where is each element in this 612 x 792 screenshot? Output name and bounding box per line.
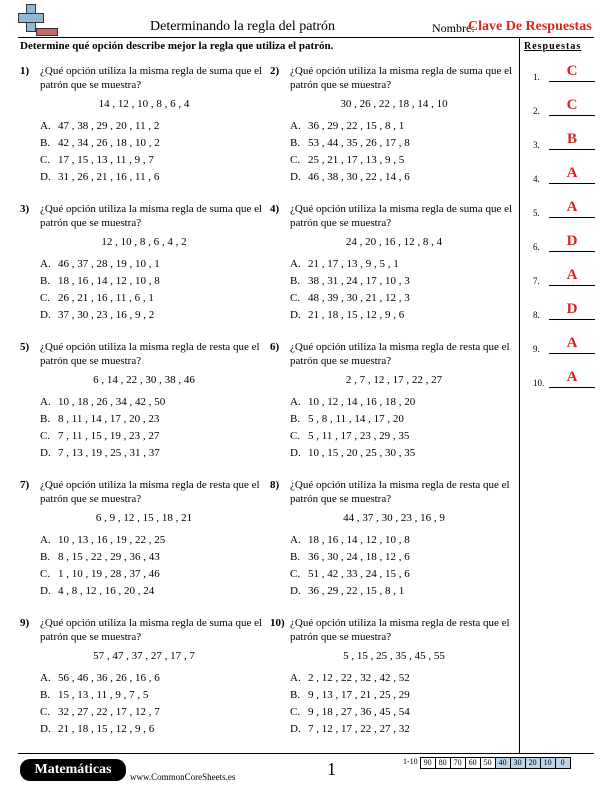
problem-question: ¿Qué opción utiliza la misma regla de suma que el patrón que se muestra? [290, 203, 513, 229]
option-item[interactable] [290, 533, 410, 550]
option-text: 18 , 16 , 14 , 12 , 10 , 8 [58, 275, 160, 287]
problem-number: 10) [270, 617, 285, 629]
option-letter: A. [40, 534, 51, 546]
option-letter: C. [290, 292, 301, 304]
option-item[interactable] [290, 119, 410, 136]
option-text: 18 , 16 , 14 , 12 , 10 , 8 [308, 534, 410, 546]
problem-sequence: 6 , 14 , 22 , 30 , 38 , 46 [93, 374, 195, 386]
answer-row [533, 302, 595, 322]
answer-line [549, 319, 595, 320]
score-label: 1-10 [403, 757, 418, 766]
option-list [40, 257, 160, 325]
answer-line [549, 115, 595, 116]
option-text: 36 , 29 , 22 , 15 , 8 , 1 [308, 120, 405, 132]
problem-number: 4) [270, 203, 280, 215]
score-cell: 10 [540, 757, 556, 769]
option-letter: A. [290, 534, 301, 546]
answer-letter: A [566, 267, 578, 283]
page-number: 1 [327, 759, 336, 779]
option-text: 4 , 8 , 12 , 16 , 20 , 24 [58, 585, 155, 597]
option-item[interactable] [290, 153, 410, 170]
option-text: 10 , 12 , 14 , 16 , 18 , 20 [308, 396, 416, 408]
logo [18, 4, 58, 38]
problem-question: ¿Qué opción utiliza la misma regla de suma que el patrón que se muestra? [40, 65, 263, 91]
option-item[interactable] [40, 446, 165, 463]
answer-number: 9. [533, 344, 540, 354]
answer-row [533, 64, 595, 84]
option-letter: B. [290, 275, 301, 287]
answer-number: 2. [533, 106, 540, 116]
option-letter: D. [40, 585, 51, 597]
option-letter: C. [40, 430, 51, 442]
answer-row [533, 370, 595, 390]
answer-row [533, 166, 595, 186]
problem-question: ¿Qué opción utiliza la misma regla de resta que el patrón que se muestra? [290, 341, 510, 367]
option-letter: D. [290, 447, 301, 459]
option-list [40, 119, 160, 187]
problem-sequence: 12 , 10 , 8 , 6 , 4 , 2 [101, 236, 187, 248]
option-text: 5 , 11 , 17 , 23 , 29 , 35 [308, 430, 410, 442]
score-cell: 20 [525, 757, 541, 769]
answer-letter: B [566, 131, 577, 147]
answer-line [549, 217, 595, 218]
problem-question: ¿Qué opción utiliza la misma regla de suma que el patrón que se muestra? [40, 617, 263, 643]
option-letter: A. [40, 258, 51, 270]
problem-sequence: 5 , 15 , 25 , 35 , 45 , 55 [343, 650, 445, 662]
option-item[interactable] [40, 291, 160, 308]
answer-line [549, 285, 595, 286]
option-text: 10 , 15 , 20 , 25 , 30 , 35 [308, 447, 416, 459]
option-text: 17 , 15 , 13 , 11 , 9 , 7 [58, 154, 154, 166]
option-text: 26 , 21 , 16 , 11 , 6 , 1 [58, 292, 154, 304]
problem-number: 8) [270, 479, 280, 491]
option-letter: B. [40, 413, 51, 425]
option-text: 51 , 42 , 33 , 24 , 15 , 6 [308, 568, 410, 580]
option-letter: B. [290, 689, 301, 701]
answer-letter: D [566, 301, 578, 317]
option-item[interactable] [40, 567, 165, 584]
option-item[interactable] [40, 412, 165, 429]
option-item[interactable] [290, 688, 410, 705]
answer-line [549, 149, 595, 150]
answer-letter: D [566, 233, 578, 249]
option-letter: D. [40, 723, 51, 735]
brand-badge: Matemáticas [20, 759, 126, 781]
problem-number: 1) [20, 65, 30, 77]
option-text: 9 , 18 , 27 , 36 , 45 , 54 [308, 706, 410, 718]
option-letter: D. [290, 171, 301, 183]
option-text: 46 , 38 , 30 , 22 , 14 , 6 [308, 171, 410, 183]
option-item[interactable] [40, 119, 160, 136]
option-letter: D. [290, 723, 301, 735]
option-letter: C. [40, 568, 51, 580]
answer-letter: A [566, 369, 578, 385]
score-cell: 80 [435, 757, 451, 769]
option-list [290, 257, 410, 325]
answer-number: 6. [533, 242, 540, 252]
option-text: 7 , 11 , 15 , 19 , 23 , 27 [58, 430, 160, 442]
option-text: 36 , 29 , 22 , 15 , 8 , 1 [308, 585, 405, 597]
problem-sequence: 24 , 20 , 16 , 12 , 8 , 4 [345, 236, 443, 248]
option-letter: A. [290, 672, 301, 684]
option-list [290, 533, 410, 601]
answer-number: 7. [533, 276, 540, 286]
problem-question: ¿Qué opción utiliza la misma regla de resta que el patrón que se muestra? [40, 341, 260, 367]
answer-letter: A [566, 199, 578, 215]
option-list [40, 533, 165, 601]
problem-question: ¿Qué opción utiliza la misma regla de resta que el patrón que se muestra? [290, 479, 510, 505]
problem-question: ¿Qué opción utiliza la misma regla de resta que el patrón que se muestra? [40, 479, 260, 505]
option-text: 46 , 37 , 28 , 19 , 10 , 1 [58, 258, 160, 270]
option-item[interactable] [290, 671, 410, 688]
header-divider [18, 37, 594, 38]
problem-number: 7) [20, 479, 30, 491]
answer-line [549, 387, 595, 388]
answer-number: 1. [533, 72, 540, 82]
answers-heading: Respuestas [524, 41, 582, 52]
option-item[interactable] [40, 722, 160, 739]
option-text: 32 , 27 , 22 , 17 , 12 , 7 [58, 706, 160, 718]
problem-question: ¿Qué opción utiliza la misma regla de resta que el patrón que se muestra? [290, 617, 510, 643]
option-item[interactable] [290, 550, 410, 567]
option-text: 10 , 13 , 16 , 19 , 22 , 25 [58, 534, 166, 546]
option-letter: C. [290, 568, 301, 580]
option-letter: D. [40, 171, 51, 183]
option-item[interactable] [290, 567, 410, 584]
answer-line [549, 183, 595, 184]
option-letter: A. [290, 258, 301, 270]
answer-number: 8. [533, 310, 540, 320]
score-table [400, 757, 571, 769]
option-item[interactable] [40, 533, 165, 550]
option-item[interactable] [40, 274, 160, 291]
score-cell: 50 [480, 757, 496, 769]
problem-sequence: 30 , 26 , 22 , 18 , 14 , 10 [340, 98, 448, 110]
answer-column-divider [519, 37, 520, 753]
option-item[interactable] [40, 395, 165, 412]
option-item[interactable] [40, 550, 165, 567]
score-cell: 60 [465, 757, 481, 769]
option-text: 15 , 13 , 11 , 9 , 7 , 5 [58, 689, 149, 701]
page-title: Determinando la regla del patrón [150, 19, 336, 34]
score-cell: 90 [420, 757, 436, 769]
option-text: 21 , 17 , 13 , 9 , 5 , 1 [308, 258, 399, 270]
answer-letter: C [566, 63, 578, 79]
option-text: 7 , 13 , 19 , 25 , 31 , 37 [58, 447, 160, 459]
answer-line [549, 353, 595, 354]
option-text: 7 , 12 , 17 , 22 , 27 , 32 [308, 723, 410, 735]
option-text: 8 , 11 , 14 , 17 , 20 , 23 [58, 413, 160, 425]
score-cell: 70 [450, 757, 466, 769]
option-letter: D. [40, 309, 51, 321]
option-letter: B. [290, 137, 301, 149]
option-item[interactable] [40, 688, 160, 705]
option-letter: C. [290, 154, 301, 166]
option-letter: C. [290, 706, 301, 718]
option-letter: B. [290, 413, 301, 425]
name-value: Clave De Respuestas [468, 19, 592, 34]
option-text: 25 , 21 , 17 , 13 , 9 , 5 [308, 154, 405, 166]
answer-row [533, 234, 595, 254]
problem-number: 5) [20, 341, 30, 353]
option-item[interactable] [40, 257, 160, 274]
option-letter: A. [40, 672, 51, 684]
problem-number: 6) [270, 341, 280, 353]
option-item[interactable] [290, 722, 410, 739]
score-cell: 30 [510, 757, 526, 769]
instructions: Determine qué opción describe mejor la regla que utiliza el patrón. [20, 40, 334, 52]
option-item[interactable] [290, 429, 415, 446]
option-list [40, 671, 160, 739]
answer-row [533, 132, 595, 152]
option-letter: B. [40, 137, 51, 149]
option-letter: B. [40, 689, 51, 701]
option-text: 38 , 31 , 24 , 17 , 10 , 3 [308, 275, 410, 287]
option-text: 1 , 10 , 19 , 28 , 37 , 46 [58, 568, 160, 580]
problem-sequence: 14 , 12 , 10 , 8 , 6 , 4 [98, 98, 190, 110]
option-text: 8 , 15 , 22 , 29 , 36 , 43 [58, 551, 160, 563]
answer-number: 4. [533, 174, 540, 184]
option-text: 10 , 18 , 26 , 34 , 42 , 50 [58, 396, 166, 408]
option-item[interactable] [290, 274, 410, 291]
option-text: 56 , 46 , 36 , 26 , 16 , 6 [58, 672, 160, 684]
answer-letter: C [566, 97, 578, 113]
option-item[interactable] [290, 412, 415, 429]
option-letter: A. [290, 396, 301, 408]
option-letter: D. [290, 309, 301, 321]
answer-number: 10. [533, 378, 545, 388]
option-list [40, 395, 165, 463]
problem-question: ¿Qué opción utiliza la misma regla de suma que el patrón que se muestra? [40, 203, 263, 229]
option-item[interactable] [290, 308, 410, 325]
answer-number: 3. [533, 140, 540, 150]
score-cell: 0 [555, 757, 571, 769]
option-list [290, 395, 415, 463]
option-text: 5 , 8 , 11 , 14 , 17 , 20 [308, 413, 404, 425]
option-item[interactable] [40, 308, 160, 325]
problem-number: 9) [20, 617, 30, 629]
answer-line [549, 251, 595, 252]
option-item[interactable] [290, 446, 415, 463]
option-item[interactable] [40, 671, 160, 688]
option-letter: D. [290, 585, 301, 597]
problem-sequence: 57 , 47 , 37 , 27 , 17 , 7 [93, 650, 195, 662]
option-letter: A. [290, 120, 301, 132]
answer-line [549, 81, 595, 82]
option-item[interactable] [40, 705, 160, 722]
score-cell: 40 [495, 757, 511, 769]
answer-row [533, 268, 595, 288]
option-letter: C. [40, 292, 51, 304]
option-item[interactable] [290, 395, 415, 412]
option-item[interactable] [40, 136, 160, 153]
option-list [290, 671, 410, 739]
option-item[interactable] [40, 584, 165, 601]
answer-number: 5. [533, 208, 540, 218]
option-item[interactable] [290, 705, 410, 722]
answer-row [533, 200, 595, 220]
option-letter: C. [290, 430, 301, 442]
website-link[interactable]: www.CommonCoreSheets.es [130, 772, 236, 782]
option-item[interactable] [290, 170, 410, 187]
option-item[interactable] [40, 429, 165, 446]
answer-row [533, 98, 595, 118]
option-item[interactable] [290, 291, 410, 308]
name-label: Nombre: [432, 21, 475, 35]
option-item[interactable] [40, 170, 160, 187]
answer-letter: A [566, 335, 578, 351]
problem-sequence: 2 , 7 , 12 , 17 , 22 , 27 [345, 374, 443, 386]
option-text: 21 , 18 , 15 , 12 , 9 , 6 [308, 309, 405, 321]
option-text: 31 , 26 , 21 , 16 , 11 , 6 [58, 171, 160, 183]
option-item[interactable] [290, 136, 410, 153]
option-letter: B. [290, 551, 301, 563]
option-letter: C. [40, 706, 51, 718]
option-list [290, 119, 410, 187]
option-text: 42 , 34 , 26 , 18 , 10 , 2 [58, 137, 160, 149]
option-text: 48 , 39 , 30 , 21 , 12 , 3 [308, 292, 410, 304]
option-letter: B. [40, 275, 51, 287]
option-letter: C. [40, 154, 51, 166]
option-letter: B. [40, 551, 51, 563]
option-text: 21 , 18 , 15 , 12 , 9 , 6 [58, 723, 155, 735]
problem-sequence: 6 , 9 , 12 , 15 , 18 , 21 [95, 512, 193, 524]
option-letter: A. [40, 120, 51, 132]
option-letter: D. [40, 447, 51, 459]
option-text: 9 , 13 , 17 , 21 , 25 , 29 [308, 689, 410, 701]
problem-sequence: 44 , 37 , 30 , 23 , 16 , 9 [343, 512, 445, 524]
option-item[interactable] [40, 153, 160, 170]
option-text: 47 , 38 , 29 , 20 , 11 , 2 [58, 120, 160, 132]
answer-row [533, 336, 595, 356]
option-item[interactable] [290, 257, 410, 274]
footer-divider [18, 753, 594, 754]
problem-question: ¿Qué opción utiliza la misma regla de suma que el patrón que se muestra? [290, 65, 513, 91]
option-text: 53 , 44 , 35 , 26 , 17 , 8 [308, 137, 410, 149]
answer-letter: A [566, 165, 578, 181]
option-text: 37 , 30 , 23 , 16 , 9 , 2 [58, 309, 155, 321]
option-text: 36 , 30 , 24 , 18 , 12 , 6 [308, 551, 410, 563]
problem-number: 3) [20, 203, 30, 215]
option-item[interactable] [290, 584, 410, 601]
option-letter: A. [40, 396, 51, 408]
option-text: 2 , 12 , 22 , 32 , 42 , 52 [308, 672, 410, 684]
problem-number: 2) [270, 65, 280, 77]
